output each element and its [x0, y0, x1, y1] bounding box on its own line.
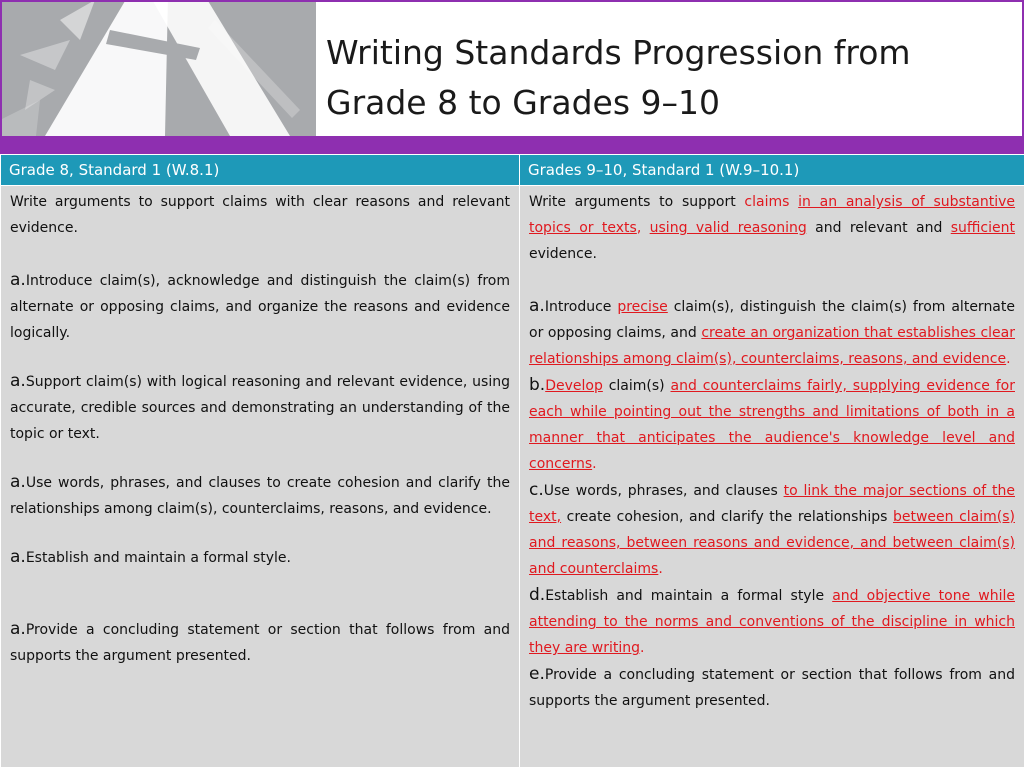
added-text: . — [658, 561, 663, 577]
item-text: Support claim(s) with logical reasoning and relevant evidence, using accurate, credible sources and demonstrating an understanding of the topic or text. — [10, 374, 510, 442]
added-text: and counterclaims fairly, supplying evidence for each while pointing out the strengths and limitations of both in a manner that anticipates the audience's knowledge level and concerns — [529, 378, 1015, 472]
item-label: a. — [10, 472, 26, 492]
added-text: precise — [617, 299, 668, 315]
grades-9-10-item-d — [529, 582, 1015, 661]
item-label: d. — [529, 585, 546, 605]
plain-text — [789, 194, 798, 210]
added-text: , — [636, 220, 650, 236]
item-label: b. — [529, 375, 546, 395]
added-text: to link the major sections of the text, — [529, 483, 1015, 525]
added-text: in an analysis of substantive topics or texts — [529, 194, 1016, 236]
plain-text: claim(s) — [602, 378, 671, 394]
grade-8-item-a — [10, 267, 510, 346]
plain-text: Use words, phrases, and clauses — [543, 483, 784, 499]
added-text: . — [592, 456, 597, 472]
added-text: claims — [744, 194, 790, 210]
grades-9-10-item-b — [529, 372, 1015, 477]
grades-9-10-item-e — [529, 661, 1015, 714]
grade-8-item-c — [10, 469, 510, 522]
added-text: and objective tone while attending to the norms and conventions of the discipline in which they are writing — [529, 588, 1015, 656]
column-header-grades-9-10: Grades 9–10, Standard 1 (W.9–10.1) — [520, 155, 1024, 186]
item-label: c. — [529, 480, 544, 500]
added-text: sufficient — [950, 220, 1015, 236]
item-text: Use words, phrases, and clauses to create cohesion and clarify the relationships among claim(s), counterclaims, reasons, and evidence. — [10, 475, 510, 517]
page-title — [326, 28, 911, 128]
item-label: a. — [10, 270, 26, 290]
added-text: create an organization that establishes clear relationships among claim(s), counterclaims, reasons, and evidence — [529, 325, 1015, 367]
added-text: Develop — [545, 378, 603, 394]
grades-9-10-cell — [520, 186, 1024, 768]
item-label: e. — [529, 664, 545, 684]
table-header-row — [1, 155, 1024, 186]
plain-text: and relevant and — [806, 220, 951, 236]
grades-9-10-item-c — [529, 477, 1015, 582]
grade-8-cell — [1, 186, 520, 768]
item-label: a. — [529, 296, 545, 316]
plain-text: Establish and maintain a formal style — [545, 588, 833, 604]
added-text: . — [640, 640, 645, 656]
title-area — [316, 0, 1024, 136]
grade-8-item-b — [10, 368, 510, 447]
item-text: Establish and maintain a formal style. — [25, 550, 291, 566]
plain-text: Write arguments to support — [529, 194, 745, 210]
accent-band — [0, 136, 1024, 154]
item-label: a. — [10, 371, 26, 391]
title-line-1: Writing Standards Progression from — [326, 33, 911, 72]
logo-letter-a — [0, 0, 316, 136]
item-text: Introduce claim(s), acknowledge and distinguish the claim(s) from alternate or opposing claims, and organize the reasons and evidence logically. — [10, 273, 510, 341]
item-label: a. — [10, 547, 26, 567]
grades-9-10-intro — [529, 189, 1015, 267]
logo-a-graphic — [0, 0, 316, 136]
grade-8-intro: Write arguments to support claims with clear reasons and relevant evidence. — [10, 194, 510, 236]
added-text: between claim(s) and reasons, between reasons and evidence, and between claim(s) and counterclaims — [529, 509, 1015, 577]
item-label: a. — [10, 619, 26, 639]
plain-text: evidence. — [529, 246, 597, 262]
added-text: using valid reasoning — [649, 220, 807, 236]
column-header-grade-8: Grade 8, Standard 1 (W.8.1) — [1, 155, 520, 186]
grades-9-10-item-a — [529, 293, 1015, 372]
standards-table — [0, 154, 1024, 768]
grade-8-item-d — [10, 544, 510, 571]
item-text: Provide a concluding statement or section that follows from and supports the argument presented. — [10, 622, 510, 664]
grade-8-item-e — [10, 616, 510, 669]
table-row — [1, 186, 1024, 768]
title-line-2: Grade 8 to Grades 9–10 — [326, 83, 720, 122]
plain-text: Introduce — [544, 299, 618, 315]
plain-text: create cohesion, and clarify the relationships — [561, 509, 893, 525]
plain-text: claim(s), distinguish the claim(s) from alternate or opposing claims, and — [529, 299, 1015, 341]
plain-text: Provide a concluding statement or section that follows from and supports the argument presented. — [529, 667, 1015, 709]
added-text: . — [1006, 351, 1011, 367]
